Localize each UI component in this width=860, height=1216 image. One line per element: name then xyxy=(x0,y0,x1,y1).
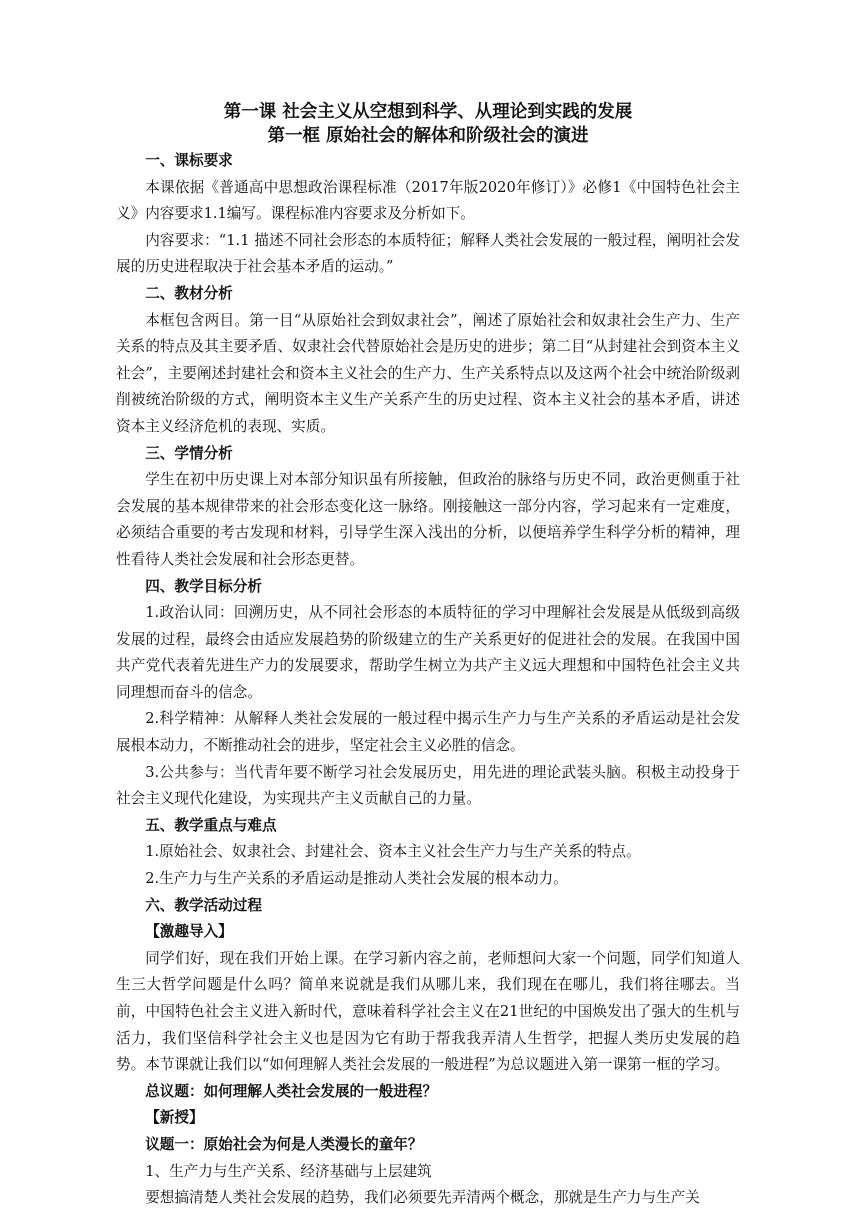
paragraph: 3.公共参与：当代青年要不断学习社会发展历史，用先进的理论武装头脑。积极主动投身于社会主义现代化建设，为实现共产主义贡献自己的力量。 xyxy=(116,763,740,808)
document-page xyxy=(116,100,740,1212)
intro-label: 【激趣导入】 xyxy=(145,923,233,941)
section-heading: 五、教学重点与难点 xyxy=(145,816,277,834)
section-heading: 四、教学目标分析 xyxy=(145,577,262,595)
subheading: 1、生产力与生产关系、经济基础与上层建筑 xyxy=(145,1162,432,1180)
paragraph: 要想搞清楚人类社会发展的趋势，我们必须要先弄清两个概念，那就是生产力与生产关 xyxy=(145,1189,700,1207)
paragraph: 2.科学精神：从解释人类社会发展的一般过程中揭示生产力与生产关系的矛盾运动是社会发展根本动力，不断推动社会的进步，坚定社会主义必胜的信念。 xyxy=(116,710,740,755)
paragraph: 内容要求：“1.1 描述不同社会形态的本质特征；解释人类社会发展的一般过程，阐明社会发展的历史进程取决于社会基本矛盾的运动。” xyxy=(116,231,740,276)
frame-title: 第一框 原始社会的解体和阶级社会的演进 xyxy=(267,126,589,146)
paragraph: 本课依据《普通高中思想政治课程标准（2017年版2020年修订）》必修1《中国特色社会主义》内容要求1.1编写。课程标准内容要求及分析如下。 xyxy=(116,178,740,223)
new-lesson-label: 【新授】 xyxy=(145,1109,204,1127)
section-heading: 三、学情分析 xyxy=(145,444,233,462)
main-topic: 总议题：如何理解人类社会发展的一般进程？ xyxy=(145,1082,438,1100)
paragraph: 1.政治认同：回溯历史，从不同社会形态的本质特征的学习中理解社会发展是从低级到高级发展的过程，最终会由适应发展趋势的阶级建立的生产关系更好的促进社会的发展。在我国中国共产党代表着先进生产力的发展要求，帮助学生树立为共产主义远大理想和中国特色社会主义共同理想而奋斗的信念。 xyxy=(116,604,740,701)
section-heading: 一、课标要求 xyxy=(145,152,233,169)
paragraph: 学生在初中历史课上对本部分知识虽有所接触，但政治的脉络与历史不同，政治更侧重于社会发展的基本规律带来的社会形态变化这一脉络。刚接触这一部分内容，学习起来有一定难度，必须结合重要的考古发现和材料，引导学生深入浅出的分析，以便培养学生科学分析的精神，理性看待人类社会发展和社会形态更替。 xyxy=(116,471,740,568)
paragraph: 2.生产力与生产关系的矛盾运动是推动人类社会发展的根本动力。 xyxy=(145,870,568,888)
section-heading: 六、教学活动过程 xyxy=(145,896,262,914)
section-heading: 二、教材分析 xyxy=(145,284,233,302)
paragraph: 本框包含两目。第一目“从原始社会到奴隶社会”，阐述了原始社会和奴隶社会生产力、生产关系的特点及其主要矛盾、奴隶社会代替原始社会是历史的进步；第二目“从封建社会到资本主义社会”，主要阐述封建社会和资本主义社会的生产力、生产关系特点以及这两个社会中统治阶级剥削被统治阶级的方式，阐明资本主义生产关系产生的历史过程、资本主义社会的基本矛盾，讲述资本主义经济危机的表现、实质。 xyxy=(116,311,740,435)
lesson-title: 第一课 社会主义从空想到科学、从理论到实践的发展 xyxy=(223,102,633,122)
paragraph: 同学们好，现在我们开始上课。在学习新内容之前，老师想问大家一个问题，同学们知道人生三大哲学问题是什么吗？简单来说就是我们从哪儿来，我们现在在哪儿，我们将往哪去。当前，中国特色社会主义进入新时代，意味着科学社会主义在21世纪的中国焕发出了强大的生机与活力，我们坚信科学社会主义也是因为它有助于帮我我弄清人生哲学，把握人类历史发展的趋势。本节课就让我们以“如何理解人类社会发展的一般进程”为总议题进入第一课第一框的学习。 xyxy=(116,949,740,1074)
topic-one: 议题一：原始社会为何是人类漫长的童年？ xyxy=(145,1135,423,1153)
paragraph: 1.原始社会、奴隶社会、封建社会、资本主义社会生产力与生产关系的特点。 xyxy=(145,843,641,861)
